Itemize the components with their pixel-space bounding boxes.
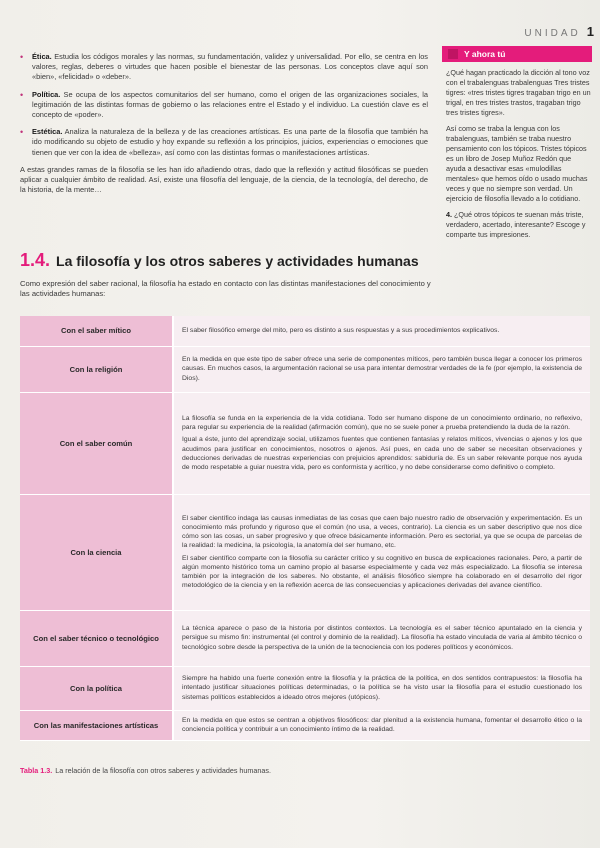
row-text: El saber científico indaga las causas inmediatas de las cosas que caen bajo nuestro radio de observación y experimentación. Es un conocimiento más profundo y riguroso que el común (no usa, a veces, contrario). La ciencia es un saber descriptivo que nos dice cómo son las cosas, un saber progresivo y que ofrece básicamente información. Pero es sectorial, ya que se ocupa de parcelas de la realidad: la medicina, la psicología, la anatomía del ser humano, etc. [182,514,582,550]
branches-list [20,52,428,158]
bullet-text: Estudia los códigos morales y las normas, su fundamentación, validez y universalidad. Por ello, se centra en los valores, reglas, deberes o virtudes que hacen posible el bienestar de las personas. Los conceptos clave aquí son «bien», «felicidad» o «deber». [32,52,429,82]
section-title [20,250,440,271]
row-text: La técnica aparece o paso de la historia por distintos contextos. La tecnología es el saber técnico apuntalado en la ciencia y persigue su mismo fin: instrumental (el control y dominio de la realidad). La filosofía ha estado vinculada de varia al ámbito técnico o tecnológico sobre desde la perspectiva de la unión de la tecnociencia con los poderes políticos y económicos. [182,625,582,651]
table-row [20,710,590,740]
list-item [20,127,428,158]
table-row [20,610,590,666]
page-number: 1 [586,24,594,39]
sidebar-paragraph: ¿Qué hagan practicado la dicción al tono voz con el trabalenguas trabalenguas Tres tristes tigres: «tres tristes tigres tragaban trigo en un trigal, en tres tristes trastos, tragaban trigo tres tristes tigres». [446,68,591,117]
row-text: Siempre ha habido una fuerte conexión entre la filosofía y la práctica de la política, en dos sentidos contrapuestos: la filosofía ha intentado justificar situaciones políticas determinadas, o la política se ha visto usar la filosofía para el estudio cuestionado los sistemas políticos establecidos a ideado otros mejores (utópicos). [182,675,582,701]
row-label: Con las manifestaciones artísticas [20,710,173,740]
bullet-text: Analiza la naturaleza de la belleza y de las creaciones artísticas. Es una parte de la filosofía que también ha ido modificando su objeto de estudio y hoy expande su reflexión a los principios, juicios, experiencias o emociones que tienen que ver con la idea de «belleza», así como con las distintas formas o manifestaciones artísticas. [32,127,428,157]
list-item [20,90,428,121]
row-text: En la medida en que estos se centran a objetivos filosóficos: dar plenitud a la existencia humana, fomentar el desarrollo ético o la conciencia política y contribuir a un conocimiento íntimo de la realidad. [182,716,582,733]
row-text: La filosofía se funda en la experiencia de la vida cotidiana. Todo ser humano dispone de un conocimiento ordinario, no reflexivo, para regular su experiencia de la realidad (afirmación común), que no se suele poner a prueba pretendiendo la duda de la razón. [182,414,582,432]
table-row [20,316,590,346]
sidebar-heading-text: Y ahora tú [464,49,506,59]
row-text: El saber científico comparte con la filosofía su carácter crítico y su cognitivo en busca de explicaciones racionales. Pero, a partir de algún momento histórico toma un camino propio al basarse especialmente y cada vez más especializado. La filosofía se interesa también por la integración de los saberes. No obstante, el análisis filosófico siempre ha colaborado en el desarrollo del rigor metodológico de la ciencia y en la reflexión acerca de las consecuencias y aplicaciones derivadas del avance científico. [182,554,582,590]
sidebar-question [446,210,592,240]
row-content [173,316,590,346]
bullet-term: Política. [32,89,61,99]
row-content [173,610,590,666]
running-head [524,24,594,39]
row-label: Con la religión [20,346,173,392]
table-row [20,392,590,494]
row-text: En la medida en que este tipo de saber ofrece una serie de componentes míticos, pero también busca llegar a conocer los primeros causas. En muchos casos, la argumentación racional se usa para intentar demostrar verdades de la fe (por ejemplo, la existencia de Dios). [182,356,582,382]
list-item [20,52,428,83]
bullet-term: Ética. [32,52,52,61]
row-label: Con la ciencia [20,494,173,610]
unit-label: UNIDAD [524,28,581,39]
caption-label: Tabla 1.3. [20,766,53,775]
table-row [20,494,590,610]
row-content [173,710,590,740]
section-number: 1.4. [20,250,51,270]
table-row [20,666,590,710]
sidebar-paragraph: Así como se traba la lengua con los trabalenguas, también se traba nuestro pensamiento con los tópicos. Tristes tópicos es un libro de Josep Muñoz Redón que ayuda a desactivar esas «mulodillas mentales» que hemos oído o usado muchas veces y que no siempre son verdad. Un ejercicio de filosofía llevado a lo cotidiano. [446,124,588,203]
row-text: Igual a éste, junto del aprendizaje social, utilizamos fuentes que contienen fantasías y relatos míticos, vivencias o ajenos y los que acudimos para justificar en conocimientos, nosotros o ajenos. Así pues, en cada uno de saber se necesitan observaciones y deducciones derivadas de nuestras experiencias con prejuicios aprendidos: sabiduría de. Es un saber relevante porque nos ayuda de modo respetable a guiar nuestra vida, pero es conformista y acrítico, y no debe considerarse como definitivo o completo. [182,436,582,471]
row-content [173,392,590,494]
row-content [173,346,590,392]
question-number: 4. [446,210,452,219]
row-text: El saber filosófico emerge del mito, pero es distinto a sus respuestas y a sus procedimientos explicativos. [182,327,500,335]
row-label: Con el saber mítico [20,316,173,346]
table-row [20,346,590,392]
question-text: ¿Qué otros tópicos te suenan más triste, verdadero, acertado, interesante? Escoge y comparte tus impresiones. [446,210,586,239]
section-intro: Como expresión del saber racional, la filosofía ha estado en contacto con las distintas manifestaciones del conocimiento y las actividades humanas: [20,279,431,299]
closing-paragraph: A estas grandes ramas de la filosofía se les han ido añadiendo otras, dado que la reflexión y actitud filosóficas se pueden aplicar a cualquier ámbito de realidad. Así, existe una filosofía del lenguaje, de la ciencia, de la tecnología, del derecho, de la historia, de la mente… [20,164,428,195]
heading-square-icon [448,49,458,59]
row-label: Con el saber técnico o tecnológico [20,610,173,666]
row-label: Con la política [20,666,173,710]
bullet-term: Estética. [32,127,63,137]
sidebar-heading [442,46,592,62]
sidebar-box [442,46,592,240]
row-content [173,494,590,610]
row-content [173,666,590,710]
main-column [20,52,428,195]
caption-text: La relación de la filosofía con otros saberes y actividades humanas. [55,766,271,775]
section-title-text: La filosofía y los otros saberes y actividades humanas [56,253,419,269]
bullet-text: Se ocupa de los aspectos comunitarios del ser humano, como el origen de las organizaciones sociales, la legitimación de las distintas formas de gobierno o las relaciones entre el Estado y el individuo. La cuestión clave es el concepto de «poder». [32,89,428,120]
row-label: Con el saber común [20,392,173,494]
table-caption [20,766,271,775]
relations-table [20,316,590,741]
